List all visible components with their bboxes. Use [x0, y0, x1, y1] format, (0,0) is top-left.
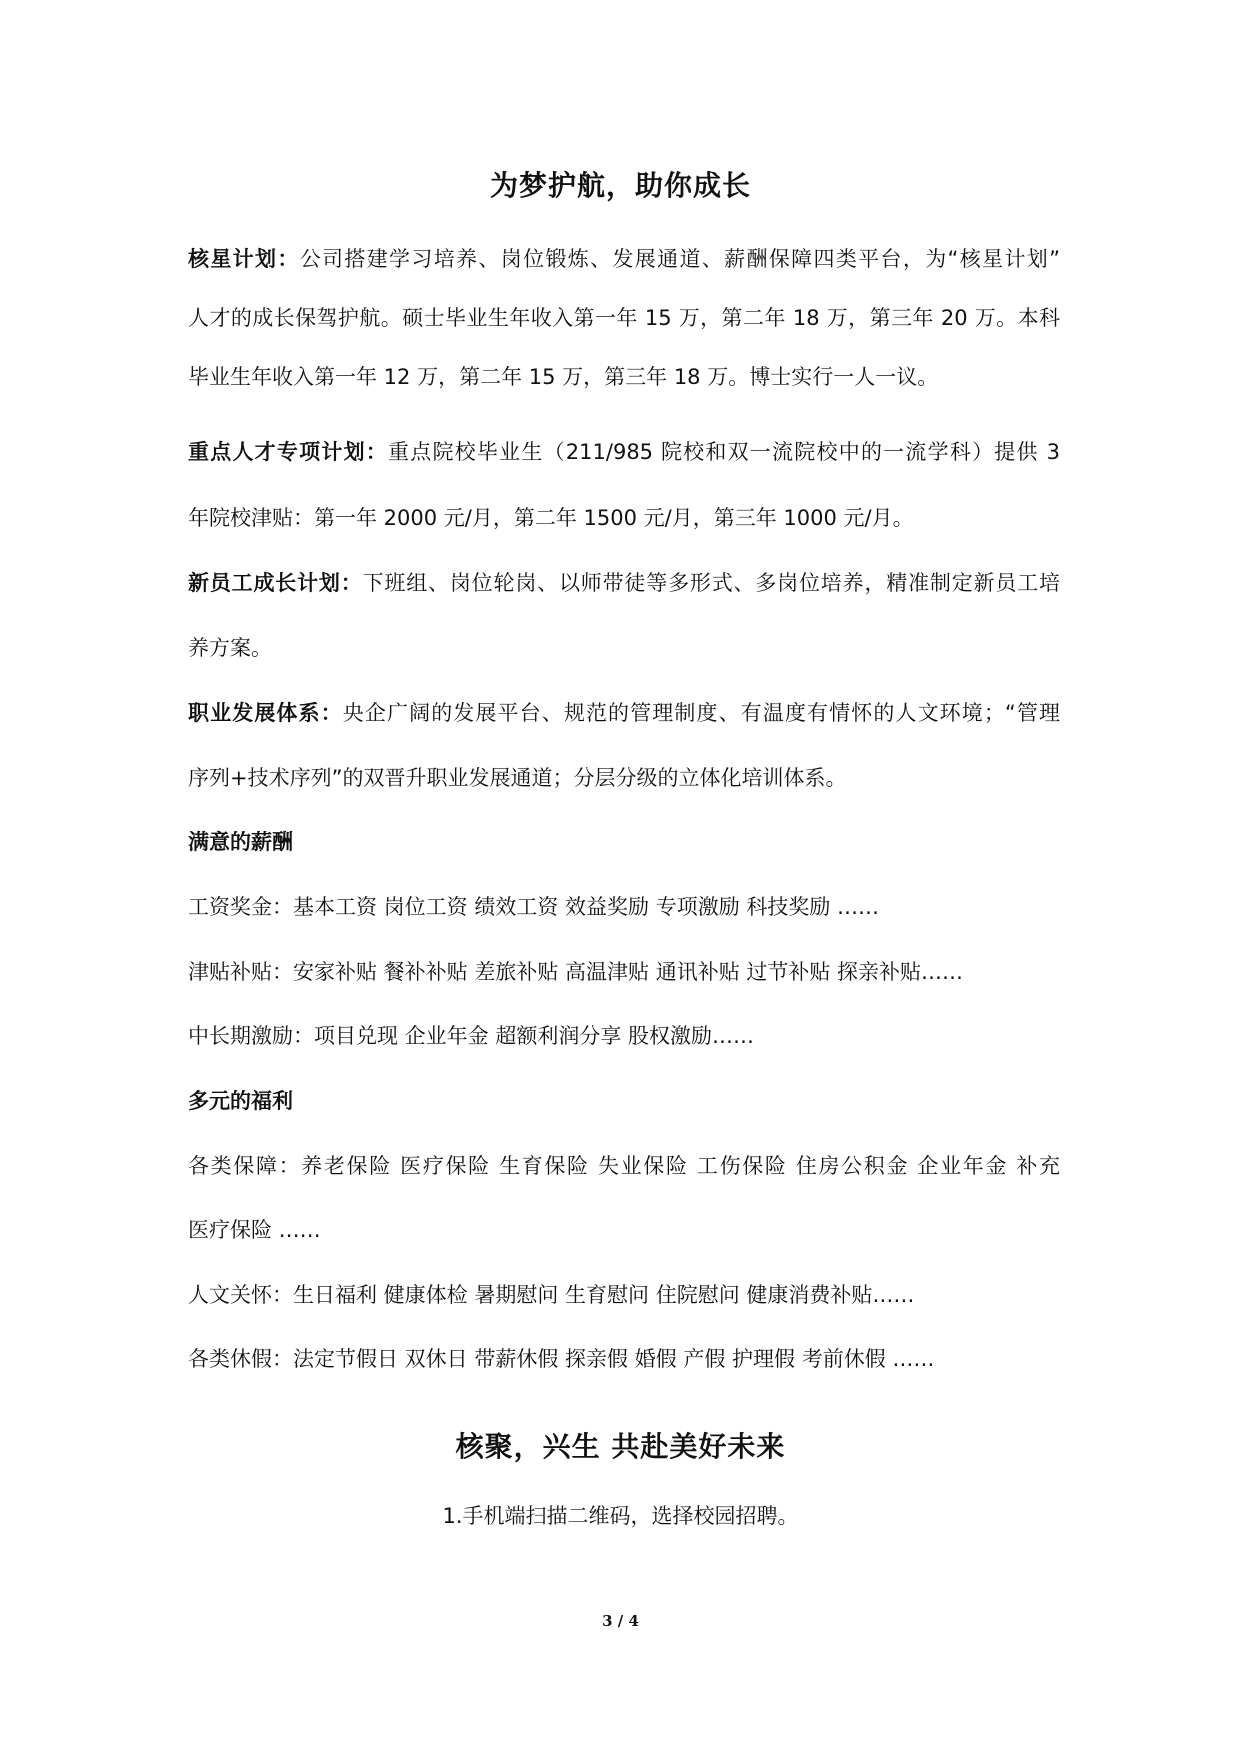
welfare-care: 人文关怀：生日福利 健康体检 暑期慰问 生育慰问 住院慰问 健康消费补贴……	[188, 1283, 915, 1307]
hexing-label: 核星计划：	[188, 247, 300, 271]
hexing-text-1: 公司搭建学习培养、岗位锻炼、发展通道、薪酬保障四类平台，为“核星计划”	[299, 247, 1060, 271]
hexing-line-1	[188, 244, 1060, 274]
zhiye-line-1	[188, 698, 1060, 728]
salary-wage: 工资奖金：基本工资 岗位工资 绩效工资 效益奖励 专项激励 科技奖励 ……	[188, 895, 880, 919]
hexing-line-2: 人才的成长保驾护航。硕士毕业生年收入第一年 15 万，第二年 18 万，第三年 20 万。本科	[188, 306, 1060, 330]
zhiye-text-1: 央企广阔的发展平台、规范的管理制度、有温度有情怀的人文环境；“管理	[342, 701, 1060, 725]
xinyuangong-text-1: 下班组、岗位轮岗、以师带徒等多形式、多岗位培养，精准制定新员工培	[362, 571, 1060, 595]
xinyuangong-line-2: 养方案。	[188, 636, 272, 660]
closing-title: 核聚，兴生 共赴美好未来	[455, 1430, 786, 1463]
salary-heading: 满意的薪酬	[188, 830, 293, 854]
xinyuangong-label: 新员工成长计划：	[188, 571, 363, 595]
zhongdian-line-1	[188, 437, 1060, 467]
zhiye-label: 职业发展体系：	[188, 701, 343, 725]
zhongdian-label: 重点人才专项计划：	[188, 440, 389, 464]
xinyuangong-line-1	[188, 568, 1060, 598]
zhongdian-text-1: 重点院校毕业生（211/985 院校和双一流院校中的一流学科）提供 3	[388, 440, 1060, 464]
welfare-heading: 多元的福利	[188, 1089, 293, 1113]
hexing-line-3: 毕业生年收入第一年 12 万，第二年 15 万，第三年 18 万。博士实行一人一议。	[188, 365, 939, 389]
welfare-insurance-2: 医疗保险 ……	[188, 1218, 321, 1242]
salary-allowance: 津贴补贴：安家补贴 餐补补贴 差旅补贴 高温津贴 通讯补贴 过节补贴 探亲补贴……	[188, 960, 964, 984]
welfare-leave: 各类休假：法定节假日 双休日 带薪休假 探亲假 婚假 产假 护理假 考前休假 ……	[188, 1347, 935, 1371]
welfare-insurance-1: 各类保障：养老保险 医疗保险 生育保险 失业保险 工伤保险 住房公积金 企业年金 补充	[188, 1154, 1060, 1178]
salary-incentive: 中长期激励：项目兑现 企业年金 超额利润分享 股权激励……	[188, 1024, 755, 1048]
instruction-step-1: 1.手机端扫描二维码，选择校园招聘。	[442, 1504, 799, 1528]
zhiye-line-2: 序列+技术序列”的双晋升职业发展通道；分层分级的立体化培训体系。	[188, 766, 847, 790]
zhongdian-line-2: 年院校津贴：第一年 2000 元/月，第二年 1500 元/月，第三年 1000 元/月。	[188, 506, 914, 530]
page-number: 3 / 4	[602, 1612, 639, 1630]
section-title: 为梦护航，助你成长	[489, 169, 751, 202]
